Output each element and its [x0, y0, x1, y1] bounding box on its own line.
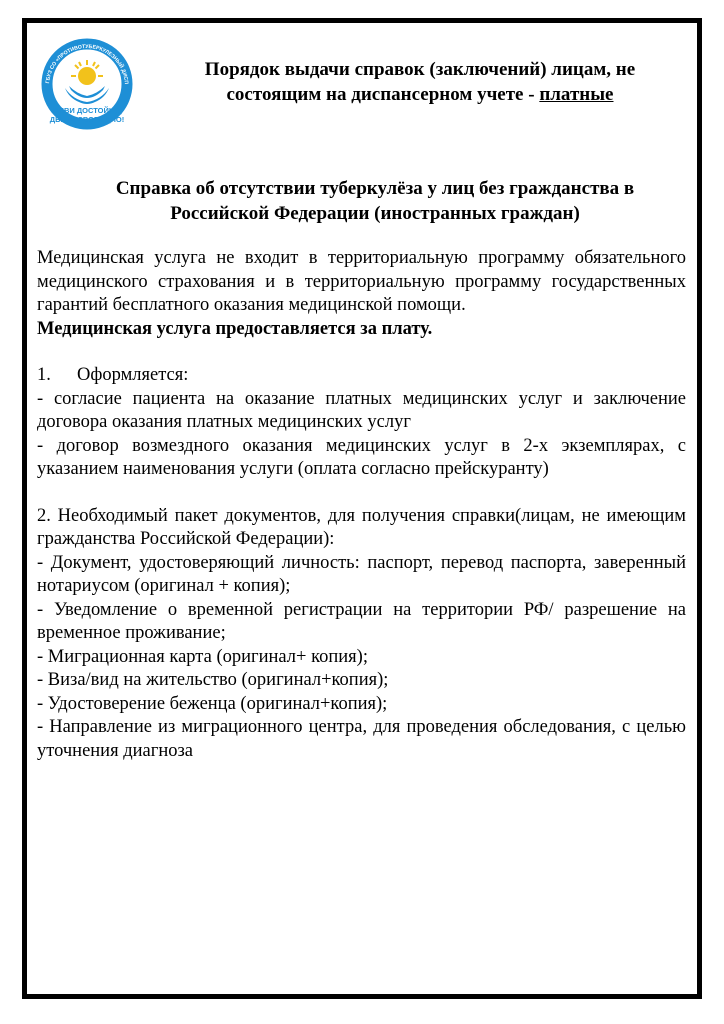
- section1-number: 1.: [37, 365, 51, 385]
- paid-notice: Медицинская услуга предоставляется за плату.: [37, 318, 433, 339]
- certificate-title-line2: Российской Федерации (иностранных граждан): [170, 203, 580, 224]
- paid-label: платные: [539, 84, 614, 105]
- section2-heading: 2. Необходимый пакет документов, для получения справки(лицам, не имеющим гражданства Российской Федерации):: [37, 505, 686, 549]
- logo-slogan-line1: ЖИВИ ДОСТОЙНО,: [51, 106, 123, 115]
- document-list-item-1: - Документ, удостоверяющий личность: паспорт, перевод паспорта, заверенный нотариусом (оригинал + копия);: [37, 552, 686, 596]
- intro-paragraph: Медицинская услуга не входит в территориальную программу обязательного медицинского страхования и в территориальную программу государственных гарантий бесплатного оказания медицинской помощи.: [37, 248, 686, 315]
- section1-item-1: - согласие пациента на оказание платных медицинских услуг и заключение договора оказания платных медицинских услуг: [37, 388, 686, 432]
- section1-heading-text: Оформляется:: [77, 365, 189, 385]
- logo-ring-text: ГБУЗ СО «ПРОТИВОТУБЕРКУЛЕЗНЫЙ ДИСП: [45, 43, 129, 85]
- document-body: [37, 247, 686, 763]
- sun-icon: [71, 60, 103, 85]
- document-list-item-3: - Миграционная карта (оригинал+ копия);: [37, 646, 368, 667]
- document-list-item-6: - Направление из миграционного центра, для проведения обследования, с целью уточнения диагноза: [37, 717, 686, 761]
- document-list-item-2: - Уведомление о временной регистрации на территории РФ/ разрешение на временное проживание;: [37, 599, 686, 643]
- logo-slogan-line2: ДЫШИ СВОБОДНО!: [49, 115, 125, 124]
- document-list-item-5: - Удостоверение беженца (оригинал+копия);: [37, 693, 388, 714]
- certificate-title-line1: Справка об отсутствии туберкулёза у лиц без гражданства в: [115, 178, 635, 199]
- page-title-line2: [160, 82, 680, 107]
- page-title-line2-text: состоящим на диспансерном учете -: [226, 84, 540, 105]
- certificate-title: [60, 176, 690, 226]
- page-title: [160, 57, 680, 107]
- page-title-line1: Порядок выдачи справок (заключений) лицам, не: [204, 59, 636, 80]
- section1-heading: [37, 364, 686, 388]
- hands-icon: [65, 86, 109, 104]
- document-list-item-4: - Виза/вид на жительство (оригинал+копия);: [37, 670, 389, 690]
- logo-slogan: [33, 106, 141, 124]
- section1-item-2: - договор возмездного оказания медицинских услуг в 2-х экземплярах, с указанием наименования услуги (оплата согласно прейскуранту): [37, 435, 686, 479]
